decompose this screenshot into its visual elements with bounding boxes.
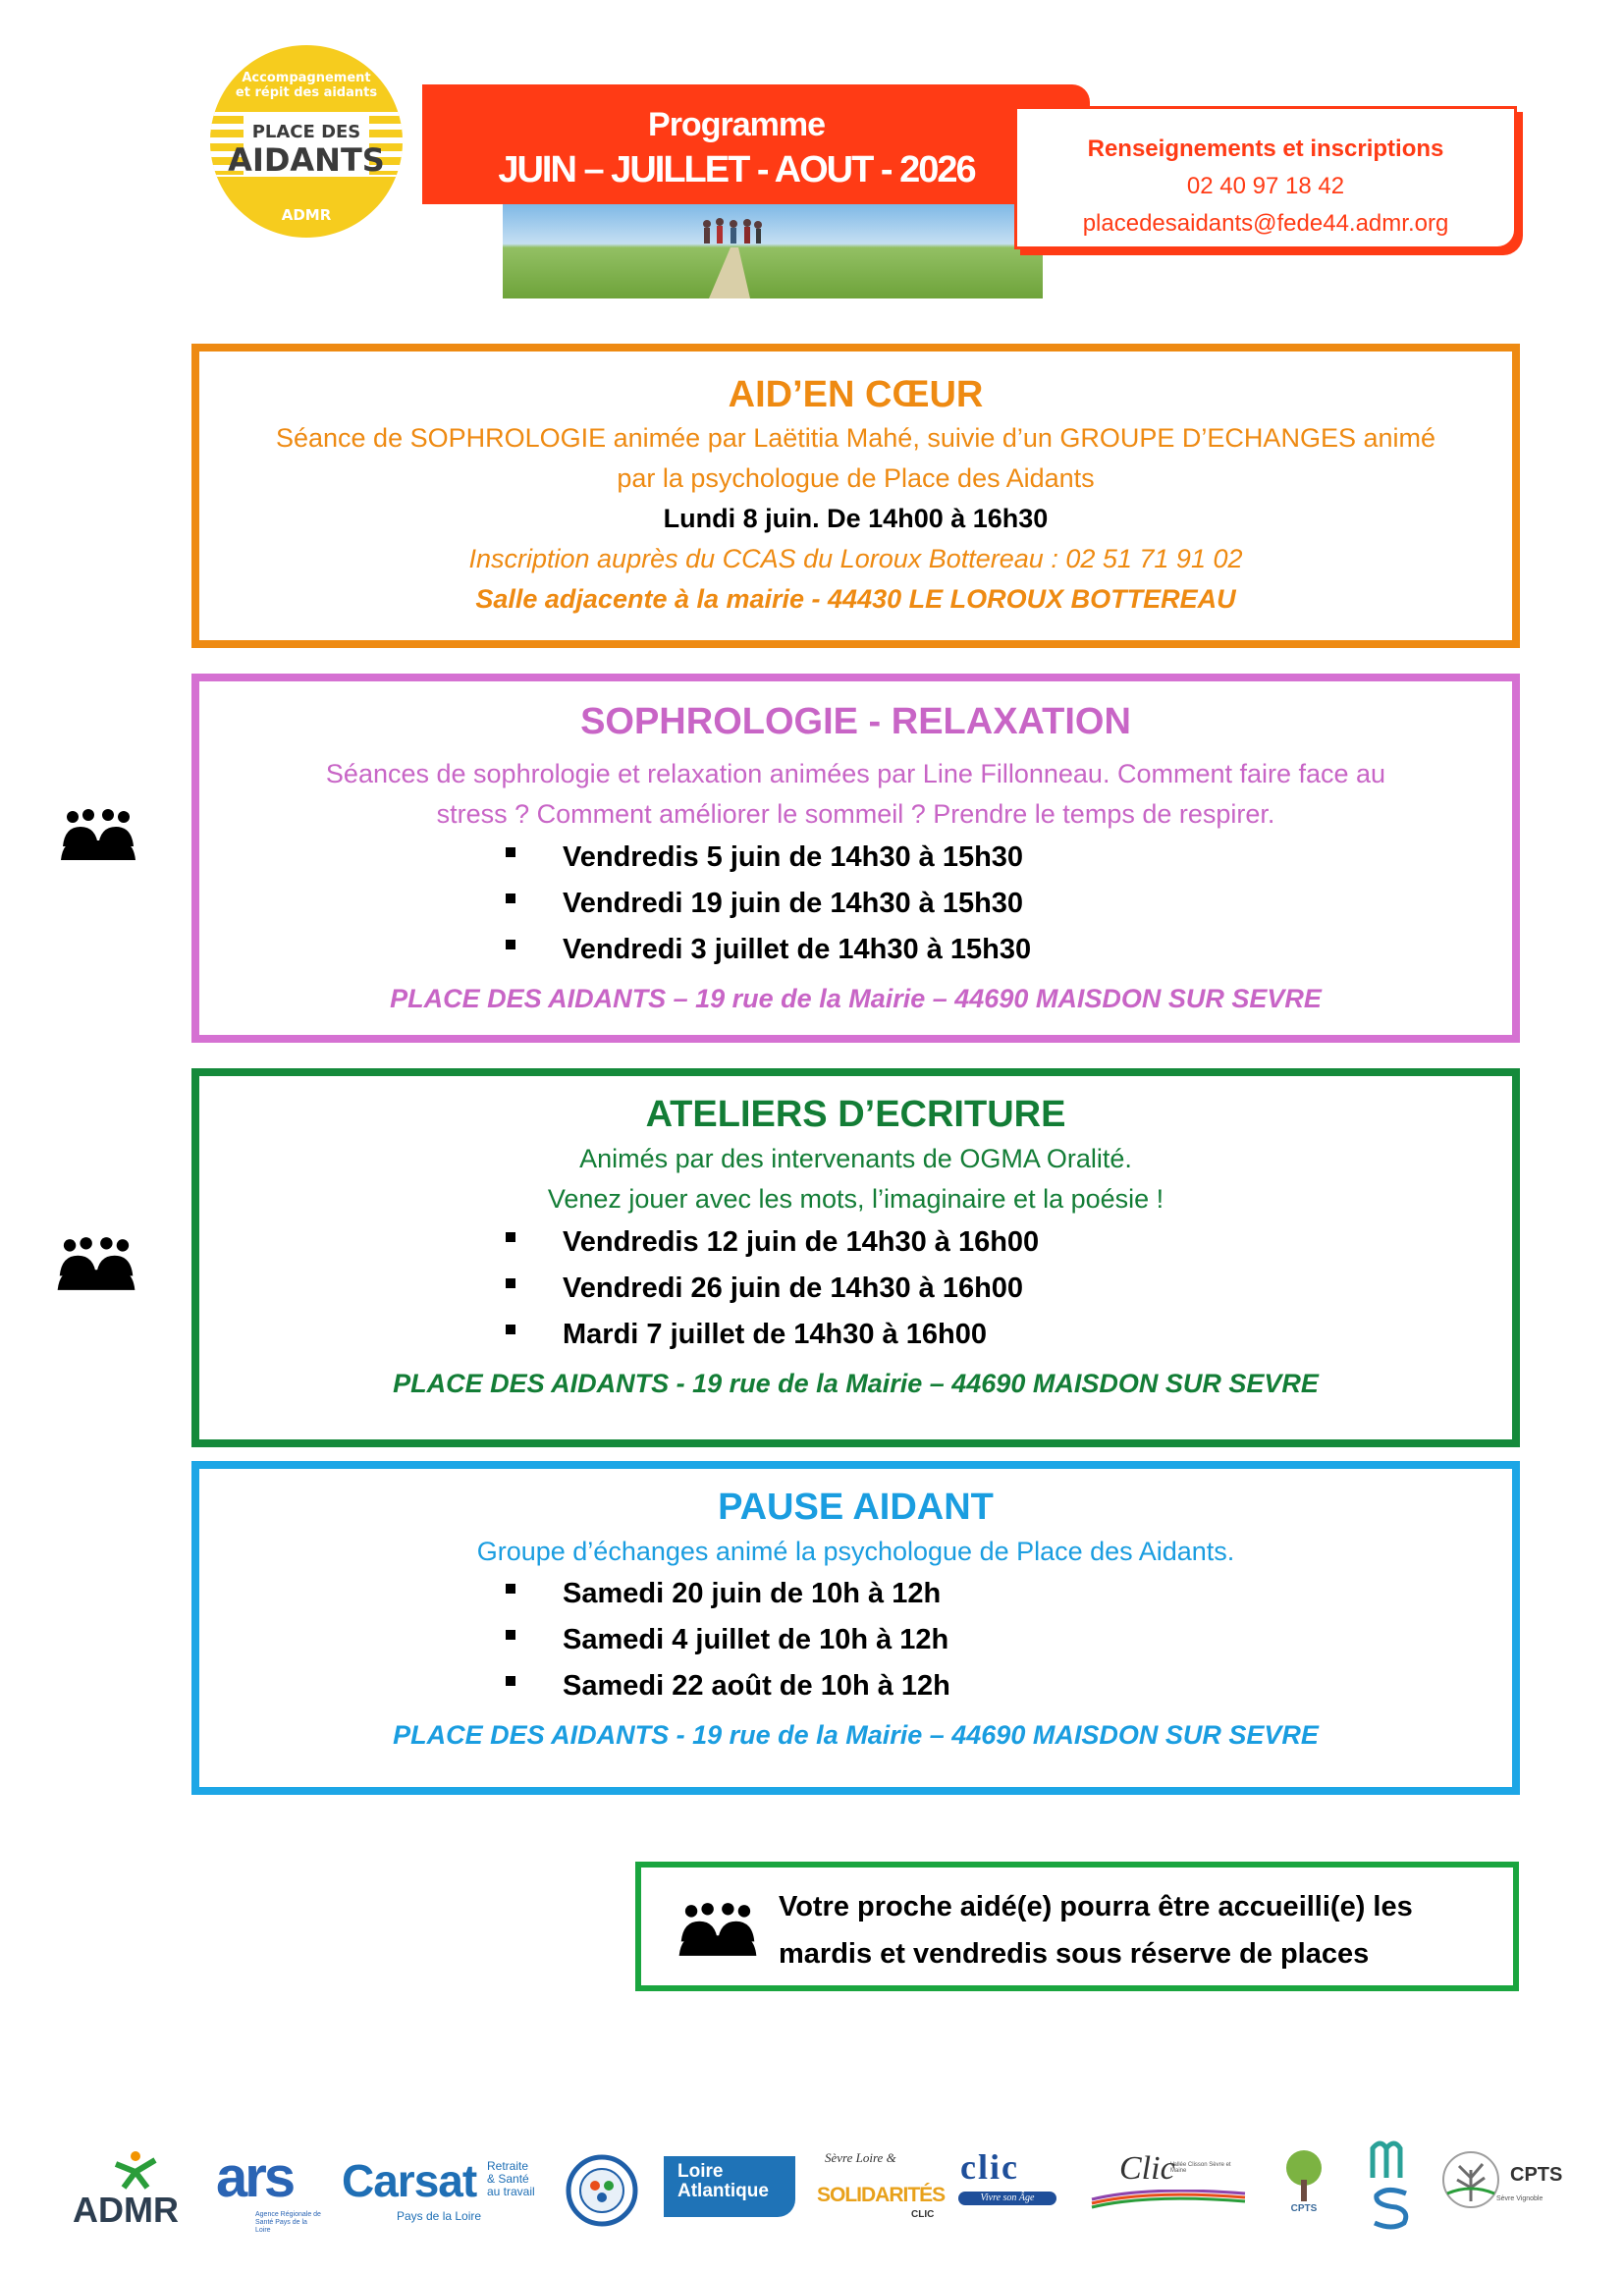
- clic-logo: [958, 2147, 1066, 2219]
- banner-dates: JUIN – JUILLET - AOUT - 2026: [498, 149, 975, 190]
- notice-box: [635, 1862, 1519, 1991]
- contact-title: Renseignements et inscriptions: [1087, 135, 1444, 162]
- section-title: SOPHROLOGIE - RELAXATION: [580, 701, 1131, 742]
- cpts-sevre-logo: [1439, 2148, 1581, 2231]
- section-title: AID’EN CŒUR: [728, 374, 984, 415]
- cpts-small-logo: [1272, 2146, 1335, 2231]
- date-item: Samedi 20 juin de 10h à 12h: [199, 1571, 1512, 1617]
- section-aid-en-coeur: [191, 344, 1520, 648]
- solidarites-logo: [817, 2150, 946, 2229]
- contact-box: [1014, 106, 1517, 249]
- date-list: [199, 1219, 1512, 1358]
- admr-logo-text: ADMR: [73, 2190, 179, 2230]
- carsat-logo-subtitle: Pays de la Loire: [397, 2209, 482, 2223]
- clic-vallee-swoosh: [1090, 2190, 1247, 2209]
- section-description-line1: Séances de sophrologie et relaxation animées par Line Fillonneau. Comment faire face au: [325, 759, 1386, 788]
- solidarites-text: SOLIDARITÉS: [817, 2184, 946, 2206]
- solidarites-sub: CLIC: [911, 2209, 935, 2220]
- carsat-logo: [342, 2154, 548, 2233]
- logo-tagline-1: Accompagnement: [242, 71, 371, 85]
- section-location: PLACE DES AIDANTS - 19 rue de la Mairie – 44690 MAISDON SUR SEVRE: [393, 1369, 1319, 1398]
- clic-vallee-logo: [1090, 2150, 1247, 2225]
- date-item: Vendredis 5 juin de 14h30 à 15h30: [199, 835, 1512, 881]
- section-description: Groupe d’échanges animé la psychologue de Place des Aidants.: [476, 1537, 1235, 1566]
- section-sophrologie-relaxation: [191, 674, 1520, 1043]
- section-description-line2: stress ? Comment améliorer le sommeil ? Prendre le temps de respirer.: [436, 799, 1275, 829]
- notice-line2: mardis et vendredis sous réserve de places: [779, 1938, 1370, 1970]
- ars-logo-text: ars: [216, 2145, 294, 2209]
- notice-line1: Votre proche aidé(e) pourra être accueilli(e) les: [779, 1891, 1413, 1922]
- group-icon: [677, 1901, 759, 1958]
- section-title: PAUSE AIDANT: [718, 1487, 994, 1528]
- date-item: Vendredi 19 juin de 14h30 à 15h30: [199, 881, 1512, 927]
- carsat-side-2: & Santé: [487, 2172, 529, 2186]
- logo-brand: ADMR: [281, 206, 332, 224]
- loire-atlantique-logo: [664, 2156, 795, 2217]
- date-item: Mardi 7 juillet de 14h30 à 16h00: [199, 1312, 1512, 1358]
- cpts-tree-icon: [1439, 2148, 1502, 2211]
- notice-text: [779, 1883, 1505, 1977]
- carsat-side-1: Retraite: [487, 2159, 529, 2173]
- date-item: Vendredis 12 juin de 14h30 à 16h00: [199, 1219, 1512, 1266]
- clic-logo-text: clic: [960, 2147, 1019, 2187]
- logo-name-line1: PLACE DES: [251, 122, 361, 142]
- section-description-line2: par la psychologue de Place des Aidants: [617, 463, 1095, 493]
- logo-tagline-2: et répit des aidants: [235, 85, 378, 100]
- section-description-line1: Séance de SOPHROLOGIE animée par Laëtitia Mahé, suivie d’un GROUPE D’ECHANGES animé: [275, 423, 1435, 453]
- ars-logo: [216, 2145, 324, 2235]
- section-location: Salle adjacente à la mairie - 44430 LE LOROUX BOTTEREAU: [475, 584, 1236, 614]
- section-description-line2: Venez jouer avec les mots, l’imaginaire et la poésie !: [547, 1184, 1164, 1214]
- carsat-side-3: au travail: [487, 2185, 535, 2198]
- date-item: Vendredi 26 juin de 14h30 à 16h00: [199, 1266, 1512, 1312]
- loire-atlantique-line1: Loire: [677, 2161, 724, 2182]
- section-title: ATELIERS D’ECRITURE: [645, 1094, 1066, 1135]
- cpts-small-text: CPTS: [1290, 2203, 1318, 2214]
- cpts-text: CPTS: [1510, 2164, 1563, 2186]
- solidarites-top: Sèvre Loire &: [825, 2150, 896, 2165]
- group-icon: [55, 1235, 137, 1292]
- date-item: Samedi 22 août de 10h à 12h: [199, 1663, 1512, 1709]
- section-date: Lundi 8 juin. De 14h00 à 16h30: [663, 504, 1049, 533]
- date-item: Samedi 4 juillet de 10h à 12h: [199, 1617, 1512, 1663]
- clic-vallee-text: Clic: [1119, 2150, 1175, 2187]
- place-des-aidants-logo: [210, 45, 403, 238]
- admr-logo: [73, 2150, 190, 2229]
- tree-icon: [1272, 2146, 1335, 2205]
- date-list: [199, 835, 1512, 973]
- section-description-line1: Animés par des intervenants de OGMA Oralité.: [579, 1144, 1132, 1173]
- loire-atlantique-line2: Atlantique: [677, 2181, 769, 2201]
- admr-figure-icon: [106, 2150, 165, 2190]
- cpts-subtitle: Sèvre Vignoble: [1496, 2195, 1543, 2202]
- ms-logo: [1367, 2139, 1416, 2233]
- clic-vallee-subtitle: Vallée Clisson Sèvre et Maine: [1170, 2162, 1231, 2174]
- section-location: PLACE DES AIDANTS - 19 rue de la Mairie – 44690 MAISDON SUR SEVRE: [393, 1720, 1319, 1750]
- round-badge-icon: [566, 2154, 638, 2227]
- section-location: PLACE DES AIDANTS – 19 rue de la Mairie – 44690 MAISDON SUR SEVRE: [390, 984, 1322, 1013]
- round-badge-logo: [566, 2154, 638, 2227]
- logo-name-line2: AIDANTS: [228, 141, 385, 179]
- contact-email[interactable]: placedesaidants@fede44.admr.org: [1082, 210, 1449, 237]
- section-ateliers-ecriture: [191, 1068, 1520, 1447]
- section-registration: Inscription auprès du CCAS du Loroux Bottereau : 02 51 71 91 02: [468, 544, 1243, 573]
- group-icon: [59, 807, 137, 862]
- clic-logo-subtitle: Vivre son Âge: [958, 2192, 1056, 2205]
- contact-phone[interactable]: 02 40 97 18 42: [1186, 173, 1345, 199]
- section-description: [199, 1139, 1512, 1219]
- section-description: [199, 754, 1512, 835]
- walkers-photo: [503, 204, 1043, 298]
- date-item: Vendredi 3 juillet de 14h30 à 15h30: [199, 927, 1512, 973]
- ms-logo-icon: [1367, 2139, 1416, 2233]
- carsat-logo-text: Carsat: [342, 2155, 477, 2206]
- section-pause-aidant: [191, 1461, 1520, 1795]
- ars-logo-subtitle: Agence Régionale de Santé Pays de la Loire: [255, 2211, 321, 2234]
- banner-title: Programme: [648, 106, 825, 143]
- date-list: [199, 1571, 1512, 1709]
